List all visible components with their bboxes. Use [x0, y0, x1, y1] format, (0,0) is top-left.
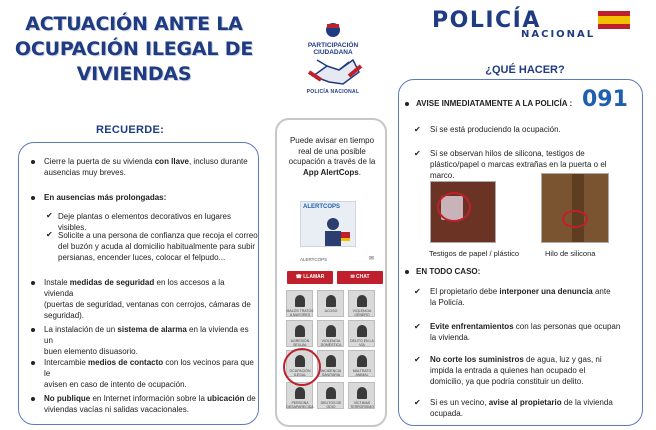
tip-text: Instale: [44, 278, 70, 287]
bullet-icon: [31, 160, 35, 164]
bullet-icon: [31, 361, 35, 365]
bullet-icon: [31, 281, 35, 285]
category-icon: [326, 355, 336, 367]
bullet-icon: [405, 102, 409, 106]
phone-text: [282, 136, 382, 178]
action-bold: avise al propietario: [488, 398, 562, 407]
tip-text: viviendas vacías ni salidas vacacionales.: [44, 405, 189, 414]
check-icon: ✔: [414, 149, 421, 158]
check-icon: ✔: [414, 322, 421, 331]
photo-silicona: [541, 173, 609, 243]
category-label: PERSONA DESAPARECIDA: [286, 401, 314, 409]
tip-text: de: [244, 394, 256, 403]
bullet-icon: [405, 270, 409, 274]
tip-long-absence: [44, 192, 252, 203]
que-hacer-heading: ¿QUÉ HACER?: [485, 64, 565, 76]
action-text: la vivienda.: [430, 333, 471, 342]
chat-button[interactable]: [337, 271, 383, 284]
action-vecino: [430, 397, 635, 419]
category-icon: [295, 325, 305, 337]
tip-text: seguridad).: [44, 311, 85, 320]
category-icon: [295, 387, 305, 399]
action-text: de agua, luz y gas, ni: [523, 355, 602, 364]
tip-text: Cierre la puerta de su vivienda: [44, 157, 155, 166]
title-line-1: ACTUACIÓN ANTE LA: [25, 13, 243, 35]
action-bold: Evite enfrentamientos: [430, 322, 514, 331]
category-label: DELITO EN LA VÍA: [350, 339, 374, 347]
action-text: la Policía.: [430, 298, 465, 307]
photo-highlight: [562, 210, 588, 228]
tip-line: persianas, encender luces, colocar el felpudo...: [58, 253, 226, 262]
call-label: LLAMAR: [303, 274, 325, 280]
action-text: El propietario debe: [430, 287, 500, 296]
alert-category-tile[interactable]: [286, 320, 313, 347]
category-icon: [295, 295, 305, 307]
alert-category-tile[interactable]: [317, 320, 344, 347]
check-icon: ✔: [414, 398, 421, 407]
spain-flag-icon: [598, 11, 630, 29]
action-suministros: [430, 354, 635, 387]
action-denuncia: [430, 286, 635, 308]
category-label: OCUPACIÓN ILEGAL: [289, 369, 311, 377]
tip-text: en Internet información sobre la: [90, 394, 208, 403]
action-text: de la vivienda: [561, 398, 613, 407]
action-text: Si es un vecino,: [430, 398, 489, 407]
action-text: impida la entrada a quienes han ocupado el: [430, 366, 586, 375]
app-name: App AlertCops: [303, 167, 359, 177]
action-text: domicilio, ya que podría constituir un delito.: [430, 377, 584, 386]
category-icon: [326, 295, 336, 307]
tip-bold: medidas de seguridad: [69, 278, 155, 287]
alert-category-tile[interactable]: [348, 382, 375, 409]
avise-text: AVISE INMEDIATAMENTE A LA POLICÍA :: [416, 99, 573, 108]
category-icon: [357, 325, 367, 337]
alert-category-tile[interactable]: [317, 382, 344, 409]
check-icon: ✔: [414, 355, 421, 364]
tip-plants: Deje plantas o elementos decorativos en lugares visibles.: [58, 212, 231, 232]
tip-text: (puertas de seguridad, ventanas con cerrojos, cámaras de: [44, 300, 251, 309]
tip-internet: [44, 393, 256, 415]
tip-bold: ubicación: [207, 394, 245, 403]
phone-text-line: real de una posible: [298, 146, 366, 156]
tip-alarm: [44, 324, 256, 357]
title-line-2: OCUPACIÓN ILEGAL DE: [14, 38, 254, 60]
tip-text: buen elemento disuasorio.: [44, 347, 138, 356]
category-label: VÍCTIMAS TERRORISMO: [350, 401, 374, 409]
category-label: ACOSO: [324, 309, 338, 313]
tip-text: La instalación de un: [44, 325, 118, 334]
action-bold: interponer una denuncia: [499, 287, 593, 296]
pc-logo-foot: POLICÍA NACIONAL: [306, 89, 360, 95]
category-icon: [357, 295, 367, 307]
highlight-circle: [283, 348, 321, 386]
category-label: MALOS TRATOS A MAYORES: [286, 309, 314, 317]
chat-label: CHAT: [356, 274, 370, 280]
check-icon: ✔: [414, 125, 421, 134]
mail-icon: ✉: [369, 256, 375, 262]
check-icon: ✔: [46, 211, 53, 220]
tip-bold: En ausencias más prolongadas:: [44, 193, 167, 202]
tip-text: Intercambie: [44, 358, 89, 367]
todo-caso-heading: [416, 266, 480, 277]
tip-contact: [44, 357, 256, 390]
action-text: ocupada.: [430, 409, 463, 418]
emergency-number: 091: [582, 87, 628, 112]
app-banner-title: ALERTCOPS: [303, 204, 341, 210]
caption-silicona: Hilo de silicona: [545, 249, 596, 258]
action-occupation: Si se está produciendo la ocupación.: [430, 125, 561, 134]
tip-text: avisen en caso de intento de ocupación.: [44, 380, 187, 389]
tip-text: en los accesos a la vivienda: [44, 278, 225, 298]
tip-text: en la vivienda es un: [44, 325, 249, 345]
tip-text: , incluso durante: [188, 157, 248, 166]
category-icon: [357, 355, 367, 367]
tip-text: ausencias muy breves.: [44, 168, 126, 177]
action-line: Si se observan hilos de silicona, testigos de: [430, 149, 585, 158]
title-line-3: VIVIENDAS: [76, 63, 192, 85]
tip-trusted-person: [58, 230, 258, 263]
recuerde-heading: RECUERDE:: [95, 124, 165, 136]
tip-security: [44, 277, 256, 321]
todo-text: EN TODO CASO:: [416, 267, 481, 276]
avise-heading: [416, 98, 572, 109]
officer-icon: [315, 214, 351, 246]
alert-category-tile[interactable]: [348, 290, 375, 317]
tip-line: Solicite a una persona de confianza que recoja el correo: [58, 231, 258, 240]
tip-bold: con llave: [154, 157, 189, 166]
tip-bold: sistema de alarma: [117, 325, 187, 334]
nacional-logo: NACIONAL: [521, 29, 596, 40]
phone-text-line: ocupación a través de la: [288, 157, 376, 166]
action-line: marco.: [430, 171, 455, 180]
phone-icon: ☎: [295, 274, 304, 280]
policia-logo: POLICÍA: [432, 8, 541, 33]
pc-line1: PARTICIPACIÓN: [307, 42, 359, 49]
check-icon: ✔: [46, 230, 53, 239]
bullet-icon: [31, 196, 35, 200]
tip-bold: medios de contacto: [88, 358, 164, 367]
alert-category-tile[interactable]: [348, 320, 375, 347]
app-banner: [300, 201, 356, 247]
action-text: con las personas que ocupan: [513, 322, 621, 331]
alert-category-tile[interactable]: [317, 290, 344, 317]
bullet-icon: [31, 328, 35, 332]
photo-highlight: [437, 192, 471, 222]
caption-testigos: Testigos de papel / plástico: [429, 249, 520, 258]
category-icon: [357, 387, 367, 399]
app-url: ALERTCOPS: [300, 257, 328, 262]
pc-logo-text: [296, 42, 370, 56]
check-icon: ✔: [414, 287, 421, 296]
pc-line2: CIUDADANA: [313, 49, 353, 56]
tip-lock-door: [44, 156, 252, 178]
tip-line: del buzón y acuda al domicilio habitualmente para subir: [58, 242, 256, 251]
action-text: ante: [592, 287, 611, 296]
action-bold: No corte los suministros: [430, 355, 524, 364]
alert-category-tile[interactable]: [286, 290, 313, 317]
action-enfrentamientos: [430, 321, 635, 343]
bullet-icon: [31, 397, 35, 401]
app-end: .: [358, 167, 361, 177]
alert-category-tile[interactable]: [286, 382, 313, 409]
tip-text: con los vecinos para que le: [44, 358, 254, 378]
category-label: AGRESIÓN SEXUAL: [290, 339, 310, 347]
category-label: VIOLENCIA DOMÉSTICA: [320, 339, 342, 347]
category-label: DELITOS DE ODIO: [320, 401, 342, 409]
category-icon: [326, 387, 336, 399]
action-line: plástico/papel o marcas extrañas en la puerta o el: [430, 160, 607, 169]
call-button[interactable]: [287, 271, 333, 284]
frame-shape: [572, 174, 584, 243]
category-label: INCIDENCIA SANITARIA: [320, 369, 342, 377]
tip-bold: No publique: [44, 394, 91, 403]
main-title: [14, 12, 254, 87]
alert-category-tile[interactable]: [317, 350, 344, 377]
chat-icon: ✉: [350, 274, 357, 280]
phone-text-line: Puede avisar en tiempo: [289, 136, 375, 145]
category-icon: [326, 325, 336, 337]
photo-testigos: [430, 181, 496, 243]
alert-category-tile[interactable]: [348, 350, 375, 377]
category-label: VIOLENCIA GÉNERO: [352, 309, 372, 317]
category-label: MALTRATO ANIMAL: [352, 369, 372, 377]
